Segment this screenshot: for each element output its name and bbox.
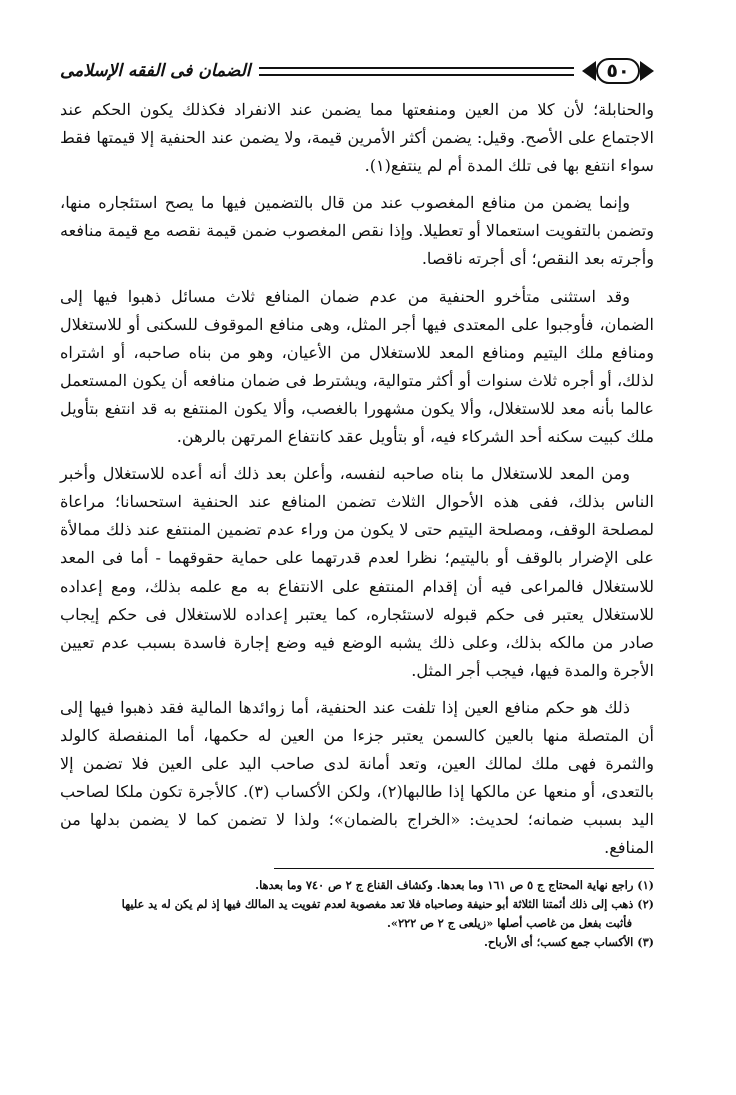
- page-number-badge: [582, 57, 654, 85]
- footnote: (٢) ذهب إلى ذلك أئمتنا الثلاثة أبو حنيفة وصاحباه فلا تعد مغصوبة لعدم تفويت يد المالك فيها إذ لم يكن له يد عليها: [121, 897, 654, 911]
- page-header: [60, 54, 654, 88]
- footnote: (٣) الأكساب جمع كسب؛ أى الأرباح.: [483, 935, 654, 949]
- badge-arrow-left-icon: [582, 61, 596, 81]
- footnote-separator: [274, 868, 654, 869]
- paragraph: وإنما يضمن من منافع المغصوب عند من قال بالتضمين فيها ما يصح استئجاره منها، وتضمن بالتفويت استعمالا أو تعطيلا. وإذا نقص المغصوب ضمن قيمة نقصه مع قيمة منافعه وأجرته بعد النقص؛ أى أجرته ناقصا.: [60, 193, 654, 269]
- paragraph: ومن المعد للاستغلال ما بناه صاحبه لنفسه، وأعلن بعد ذلك أنه أعده للاستغلال وأخبر الناس بذلك، ففى هذه الأحوال الثلاث تضمن المنافع عند الحنفية استحسانا؛ مراعاة لمصلحة الوقف، ومصلحة اليتيم حتى لا يكون من وراء عدم تضمين المنتفع عند ذلك ممالأة على الإضرار بالوقف أو باليتيم؛ نظرا لعدم قدرتهما على حماية حقوقهما - أما فى المعد للاستغلال فالمراعى فيه أن إقدام المنتفع على الانتفاع به مع علمه بذلك، ومع إعداده للاستغلال يعتبر فى حكم قبوله لاستئجاره، كما يعتبر إعداده للاستغلال فى حكم إيجاب صادر من مالكه بذلك، وعلى ذلك يشبه الوضع فيه وضع إجارة فاسدة بسبب عدم تعيين الأجرة والمدة فيها، فيجب أجر المثل.: [60, 464, 654, 680]
- footnote: (١) راجع نهاية المحتاج ج ٥ ص ١٦١ وما بعدها. وكشاف القناع ج ٢ ص ٧٤٠ وما بعدها.: [255, 878, 654, 892]
- main-text: [60, 96, 654, 871]
- page-number: ٥٠: [606, 59, 630, 82]
- header-double-rule: [259, 67, 575, 76]
- paragraph: ذلك هو حكم منافع العين إذا تلفت عند الحنفية، أما زوائدها المالية فقد ذهبوا فيها إلى أن المتصلة منها بالعين كالسمن يعتبر جزءا من العين له حكمها، أما المنفصلة كالولد والثمرة فهى ملك لمالك العين، وتعد أمانة لدى صاحب اليد على العين فلا تضمن إلا بالتعدى، أو منعها عن مالكها إذا طالبها(٢)، ولكن الأكساب (٣). كالأجرة تكون ملكا لصاحب اليد بسبب ضمانه؛ لحديث: «الخراج بالضمان»؛ ولذا لا تضمن كما لا يضمن بدلها من المنافع.: [60, 697, 655, 858]
- footnote-continuation: فأثبت بفعل من غاصب أصلها «زيلعى ج ٢ ص ٢٢٢».: [386, 916, 632, 930]
- paragraph: والحنابلة؛ لأن كلا من العين ومنفعتها مما يضمن عند الانفراد فكذلك يكون الحكم عند الاجتماع على الأصح. وقيل: يضمن أكثر الأمرين قيمة، ولا يضمن عند الحنفية إلا قيمتها فقط سواء انتفع بها فى تلك المدة أم لم ينتفع(١).: [60, 100, 654, 176]
- running-title: الضمان فى الفقه الإسلامى: [60, 61, 251, 81]
- badge-arrow-right-icon: [640, 61, 654, 81]
- paragraph: وقد استثنى متأخرو الحنفية من عدم ضمان المنافع ثلاث مسائل ذهبوا فيها إلى الضمان، فأوجبوا على المعتدى فيها أجر المثل، وهى منافع الموقوف للسكنى أو للاستغلال ومنافع ملك اليتيم ومنافع المعد للاستغلال من الأعيان، وهو من بناه صاحبه، أو اشتراه لذلك، أو أجره ثلاث سنوات أو أكثر متوالية، ويشترط فى ضمان منافعه أن يكون المستعمل عالما بأنه معد للاستغلال، وألا يكون مشهورا بالغصب، وألا يكون المنتفع به قد انتفع بتأويل ملك كبيت سكنه أحد الشركاء فيه، أو بتأويل عقد كانتفاع المرتهن بالرهن.: [60, 286, 654, 447]
- footnotes: [60, 876, 654, 952]
